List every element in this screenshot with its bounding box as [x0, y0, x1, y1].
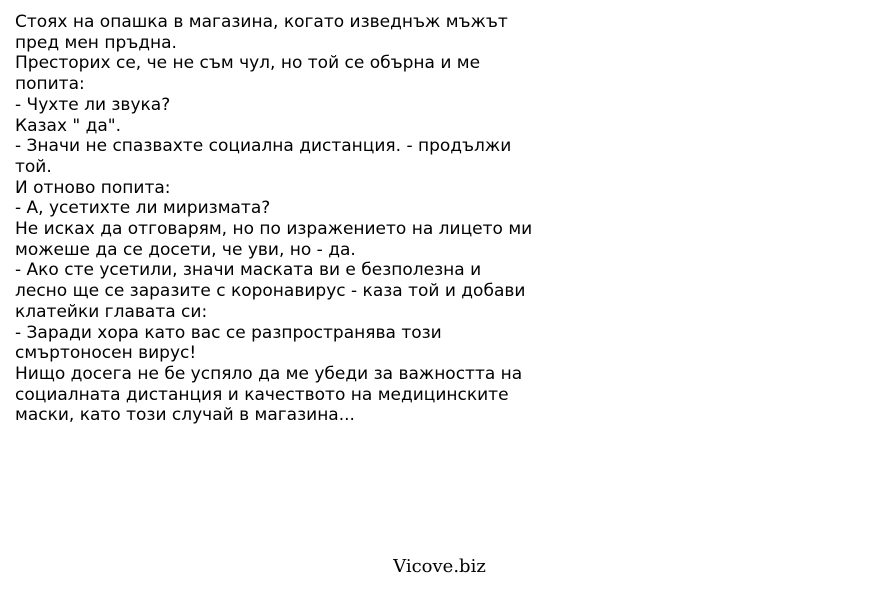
joke-line: Стоях на опашка в магазина, когато изведнъж мъжът — [15, 12, 508, 32]
joke-line: попита: — [15, 74, 85, 95]
site-credit: Vicove.biz — [393, 556, 486, 577]
joke-line: - Значи не спазвахте социална дистанция. - продължи — [15, 136, 512, 157]
joke-line: Нищо досега не бе успяло да ме убеди за важността на — [15, 363, 523, 384]
joke-line: лесно ще се заразите с коронавирус - каза той и добави — [15, 281, 526, 302]
joke-line: Престорих се, че не съм чул, но той се обърна и ме — [15, 53, 481, 74]
joke-line: - А, усетихте ли миризмата? — [15, 198, 271, 219]
joke-line: И отново попита: — [15, 177, 171, 198]
joke-line: клатейки главата си: — [15, 301, 208, 322]
joke-line: смъртоносен вирус! — [15, 343, 197, 364]
joke-line: - Ако сте усетили, значи маската ви е безполезна и — [15, 260, 482, 281]
joke-line: пред мен пръдна. — [15, 32, 177, 53]
joke-line: можеше да се досети, че уви, но - да. — [15, 239, 356, 260]
joke-line: Казах " да". — [15, 115, 122, 136]
joke-line: социалната дистанция и качеството на медицинските — [15, 384, 509, 405]
joke-line: маски, като този случай в магазина... — [15, 405, 355, 426]
joke-line: - Заради хора като вас се разпространява този — [15, 322, 442, 343]
joke-line: - Чухте ли звука? — [15, 94, 171, 115]
joke-line: той. — [15, 156, 52, 177]
joke-text — [15, 12, 585, 426]
joke-line: Не исках да отговарям, но по изражението на лицето ми — [15, 219, 533, 240]
